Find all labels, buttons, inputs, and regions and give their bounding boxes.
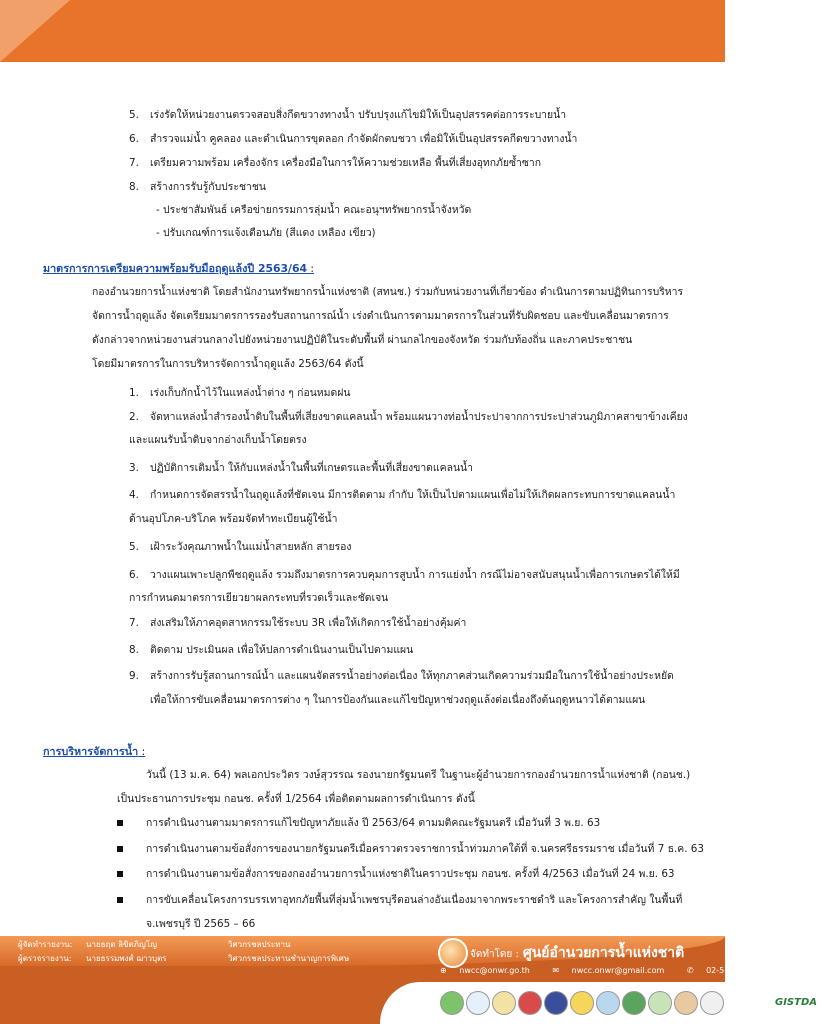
item-text: เร่งเก็บกักน้ำไว้ในแหล่งน้ำต่าง ๆ ก่อนหมดฝน <box>150 387 351 399</box>
item-number: 7. <box>129 617 139 629</box>
item-text: ปฏิบัติการเติมน้ำ ให้กับแหล่งน้ำในพื้นที่เกษตรและพื้นที่เสี่ยงขาดแคลนน้ำ <box>150 462 473 474</box>
partner-logo-icon <box>518 991 542 1015</box>
item-number: 7. <box>129 157 139 169</box>
partner-logo-icon <box>544 991 568 1015</box>
item-text: เตรียมความพร้อม เครื่องจักร เครื่องมือในการให้ความช่วยเหลือ พื้นที่เสี่ยงอุทกภัยซ้ำซาก <box>150 157 542 169</box>
item-text: เพื่อให้การขับเคลื่อนมาตรการต่าง ๆ ในการป้องกันและแก้ไขปัญหาช่วงฤดูแล้งต่อเนื่องถึงต้นฤดูหนาวได้ตามแผน <box>150 694 646 706</box>
credit-position: วิศวกรชลประทานชำนาญการพิเศษ <box>228 954 350 963</box>
item-text: การกำหนดมาตรการเยียวยาผลกระทบที่รวดเร็วและชัดเจน <box>129 592 389 604</box>
item-text: ส่งเสริมให้ภาคอุตสาหกรรมใช้ระบบ 3R เพื่อให้เกิดการใช้น้ำอย่างคุ้มค่า <box>150 617 467 629</box>
item-number: 9. <box>129 670 139 682</box>
item-number: 8. <box>129 181 139 193</box>
bullet-text: การดำเนินงานตามข้อสั่งการของกองอำนวยการน้ำแห่งชาติในคราวประชุม กอนช. ครั้งที่ 4/2563 เมื่อวันที่ 24 พ.ย. 63 <box>146 868 675 880</box>
item-text: จัดหาแหล่งน้ำสำรองน้ำดิบในพื้นที่เสี่ยงขาดแคลนน้ำ พร้อมแผนวางท่อน้ำประปาจากการประปาส่วนภูมิภาคสาขาข้างเคียง <box>150 411 688 423</box>
item-text: เฝ้าระวังคุณภาพน้ำในแม่น้ำสายหลัก สายรอง <box>150 541 352 553</box>
paragraph-line: ดังกล่าวจากหน่วยงานส่วนกลางไปยังหน่วยงานปฏิบัติในระดับพื้นที่ ผ่านกลไกของจังหวัด ร่วมกับท้องถิ่น และภาคประชาชน <box>92 334 633 346</box>
partner-logo-icon <box>466 991 490 1015</box>
bullet-icon <box>117 871 123 877</box>
partner-logo-icon <box>570 991 594 1015</box>
item-text: ด้านอุปโภค-บริโภค พร้อมจัดทำทะเบียนผู้ใช้น้ำ <box>129 513 338 525</box>
by-label: จัดทำโดย : <box>470 949 519 960</box>
bullet-icon <box>117 897 123 903</box>
item-text: กำหนดการจัดสรรน้ำในฤดูแล้งที่ชัดเจน มีการติดตาม กำกับ ให้เป็นไปตามแผนเพื่อไม่ให้เกิดผลกระทบการขาดแคลนน้ำ <box>150 489 676 501</box>
bullet-icon <box>117 820 123 826</box>
email-secondary[interactable]: ✉ nwcc.onwr@gmail.com <box>552 966 665 975</box>
heading-colon: : <box>307 262 315 275</box>
org-name <box>470 942 684 964</box>
bullet-icon <box>117 846 123 852</box>
item-text: ติดตาม ประเมินผล เพื่อให้ปลการดำเนินงานเป็นไปตามแผน <box>150 644 414 656</box>
sub-item-text: - ปรับเกณฑ์การแจ้งเตือนภัย (สีแดง เหลือง เขียว) <box>156 227 376 239</box>
water-drop-logo-icon <box>438 938 468 968</box>
bullet-text: การดำเนินงานตามมาตรการแก้ไขปัญหาภัยแล้ง ปี 2563/64 ตามมติคณะรัฐมนตรี เมื่อวันที่ 3 พ.ย. 63 <box>146 817 601 829</box>
partner-logo-icon <box>648 991 672 1015</box>
heading-text: มาตรการการเตรียมความพร้อมรับมือฤดูแล้งปี 2563/64 <box>43 262 307 275</box>
email-primary[interactable]: ⊕ nwcc@onwr.go.th <box>440 966 530 975</box>
item-text: สำรวจแม่น้ำ คูคลอง และดำเนินการขุดลอก กำจัดผักตบชวา เพื่อมิให้เป็นอุปสรรคกีดขวางทางน้ำ <box>150 133 578 145</box>
item-text: สร้างการรับรู้สถานการณ์น้ำ และแผนจัดสรรน้ำอย่างต่อเนื่อง ให้ทุกภาคส่วนเกิดความร่วมมือในการใช้น้ำอย่างประหยัด <box>150 670 674 682</box>
sub-item-text: - ประชาสัมพันธ์ เครือข่ายกรรมการลุ่มน้ำ คณะอนุฯทรัพยากรน้ำจังหวัด <box>156 204 472 216</box>
globe-icon: ⊕ <box>440 966 450 975</box>
item-number: 1. <box>129 387 139 399</box>
item-number: 3. <box>129 462 139 474</box>
item-text: สร้างการรับรู้กับประชาชน <box>150 181 266 193</box>
top-banner-accent <box>0 0 70 62</box>
section-heading-management <box>43 745 145 759</box>
item-number: 5. <box>129 109 139 121</box>
partner-logo-icon <box>440 991 464 1015</box>
credit-name: นายธฤต ลิขิตภิญโญ <box>86 940 157 949</box>
paragraph-line: โดยมีมาตรการในการบริหารจัดการน้ำฤดูแล้ง 2563/64 ดังนี้ <box>92 358 364 370</box>
item-number: 8. <box>129 644 139 656</box>
item-text: เร่งรัดให้หน่วยงานตรวจสอบสิ่งกีดขวางทางน้ำ ปรับปรุงแก้ไขมิให้เป็นอุปสรรคต่อการระบายน้ำ <box>150 109 567 121</box>
credit-label: ผู้ตรวจรายงาน: <box>18 954 72 963</box>
partner-logo-icon <box>596 991 620 1015</box>
top-banner <box>0 0 725 62</box>
credit-position: วิศวกรชลประทาน <box>228 940 291 949</box>
phone-number: ✆ 02-554-1847, 02-554-1800 <box>686 966 815 975</box>
credit-name: นายธรรมพงศ์ ฌาวบุตร <box>86 954 167 963</box>
item-number: 4. <box>129 489 139 501</box>
paragraph-line: กองอำนวยการน้ำแห่งชาติ โดยสำนักงานทรัพยากรน้ำแห่งชาติ (สทนช.) ร่วมกับหน่วยงานที่เกี่ยวข้อง ดำเนินการตามปฏิทินการบริหาร <box>92 286 684 298</box>
credit-label: ผู้จัดทำรายงาน: <box>18 940 73 949</box>
phone-icon: ✆ <box>686 966 697 975</box>
footer <box>0 936 817 1024</box>
contact-line <box>440 966 834 975</box>
partner-logo-icon <box>700 991 724 1015</box>
item-number: 6. <box>129 569 139 581</box>
bullet-text: จ.เพชรบุรี ปี 2565 – 66 <box>146 918 256 930</box>
org-title: ศูนย์อำนวยการน้ำแห่งชาติ <box>522 945 685 961</box>
paragraph-line: เป็นประธานการประชุม กอนช. ครั้งที่ 1/2564 เพื่อติดตามผลการดำเนินการ ดังนี้ <box>117 793 475 805</box>
mail-icon: ✉ <box>552 966 562 975</box>
item-number: 5. <box>129 541 139 553</box>
paragraph-line: จัดการน้ำฤดูแล้ง จัดเตรียมมาตรการรองรับสถานการณ์น้ำ เร่งดำเนินการตามมาตรการในส่วนที่รับผิดชอบ และขับเคลื่อนมาตรการ <box>92 310 669 322</box>
section-heading-drought <box>43 262 314 276</box>
paragraph-line: วันนี้ (13 ม.ค. 64) พลเอกประวิตร วงษ์สุวรรณ รองนายกรัฐมนตรี ในฐานะผู้อำนวยการกองอำนวยการน้ำแห่งชาติ (กอนช.) <box>146 769 691 781</box>
bullet-text: การขับเคลื่อนโครงการบรรเทาอุทกภัยพื้นที่ลุ่มน้ำเพชรบุรีตอนล่างอันเนื่องมาจากพระราชดำริ และโครงการสำคัญ ในพื้นที่ <box>146 894 683 906</box>
item-number: 2. <box>129 411 139 423</box>
partner-logo-icon <box>622 991 646 1015</box>
bullet-text: การดำเนินงานตามข้อสั่งการของนายกรัฐมนตรีเมื่อคราวตรวจราชการน้ำท่วมภาคใต้ที่ จ.นครศรีธรรมราช เมื่อวันที่ 7 ธ.ค. 63 <box>146 843 705 855</box>
item-number: 6. <box>129 133 139 145</box>
partner-logo-icon <box>674 991 698 1015</box>
heading-text: การบริหารจัดการน้ำ <box>43 745 139 758</box>
item-text: วางแผนเพาะปลูกพืชฤดูแล้ง รวมถึงมาตรการควบคุมการสูบน้ำ การแย่งน้ำ กรณีไม่อาจสนับสนุนน้ำเพื่อการเกษตรได้ให้มี <box>150 569 680 581</box>
partner-logo-icon <box>492 991 516 1015</box>
item-text: และแผนรับน้ำดิบจากอ่างเก็บน้ำโดยตรง <box>129 434 307 446</box>
partner-logos <box>380 982 817 1024</box>
heading-colon: : <box>138 745 146 758</box>
gistda-logo: GISTDA <box>775 997 817 1008</box>
